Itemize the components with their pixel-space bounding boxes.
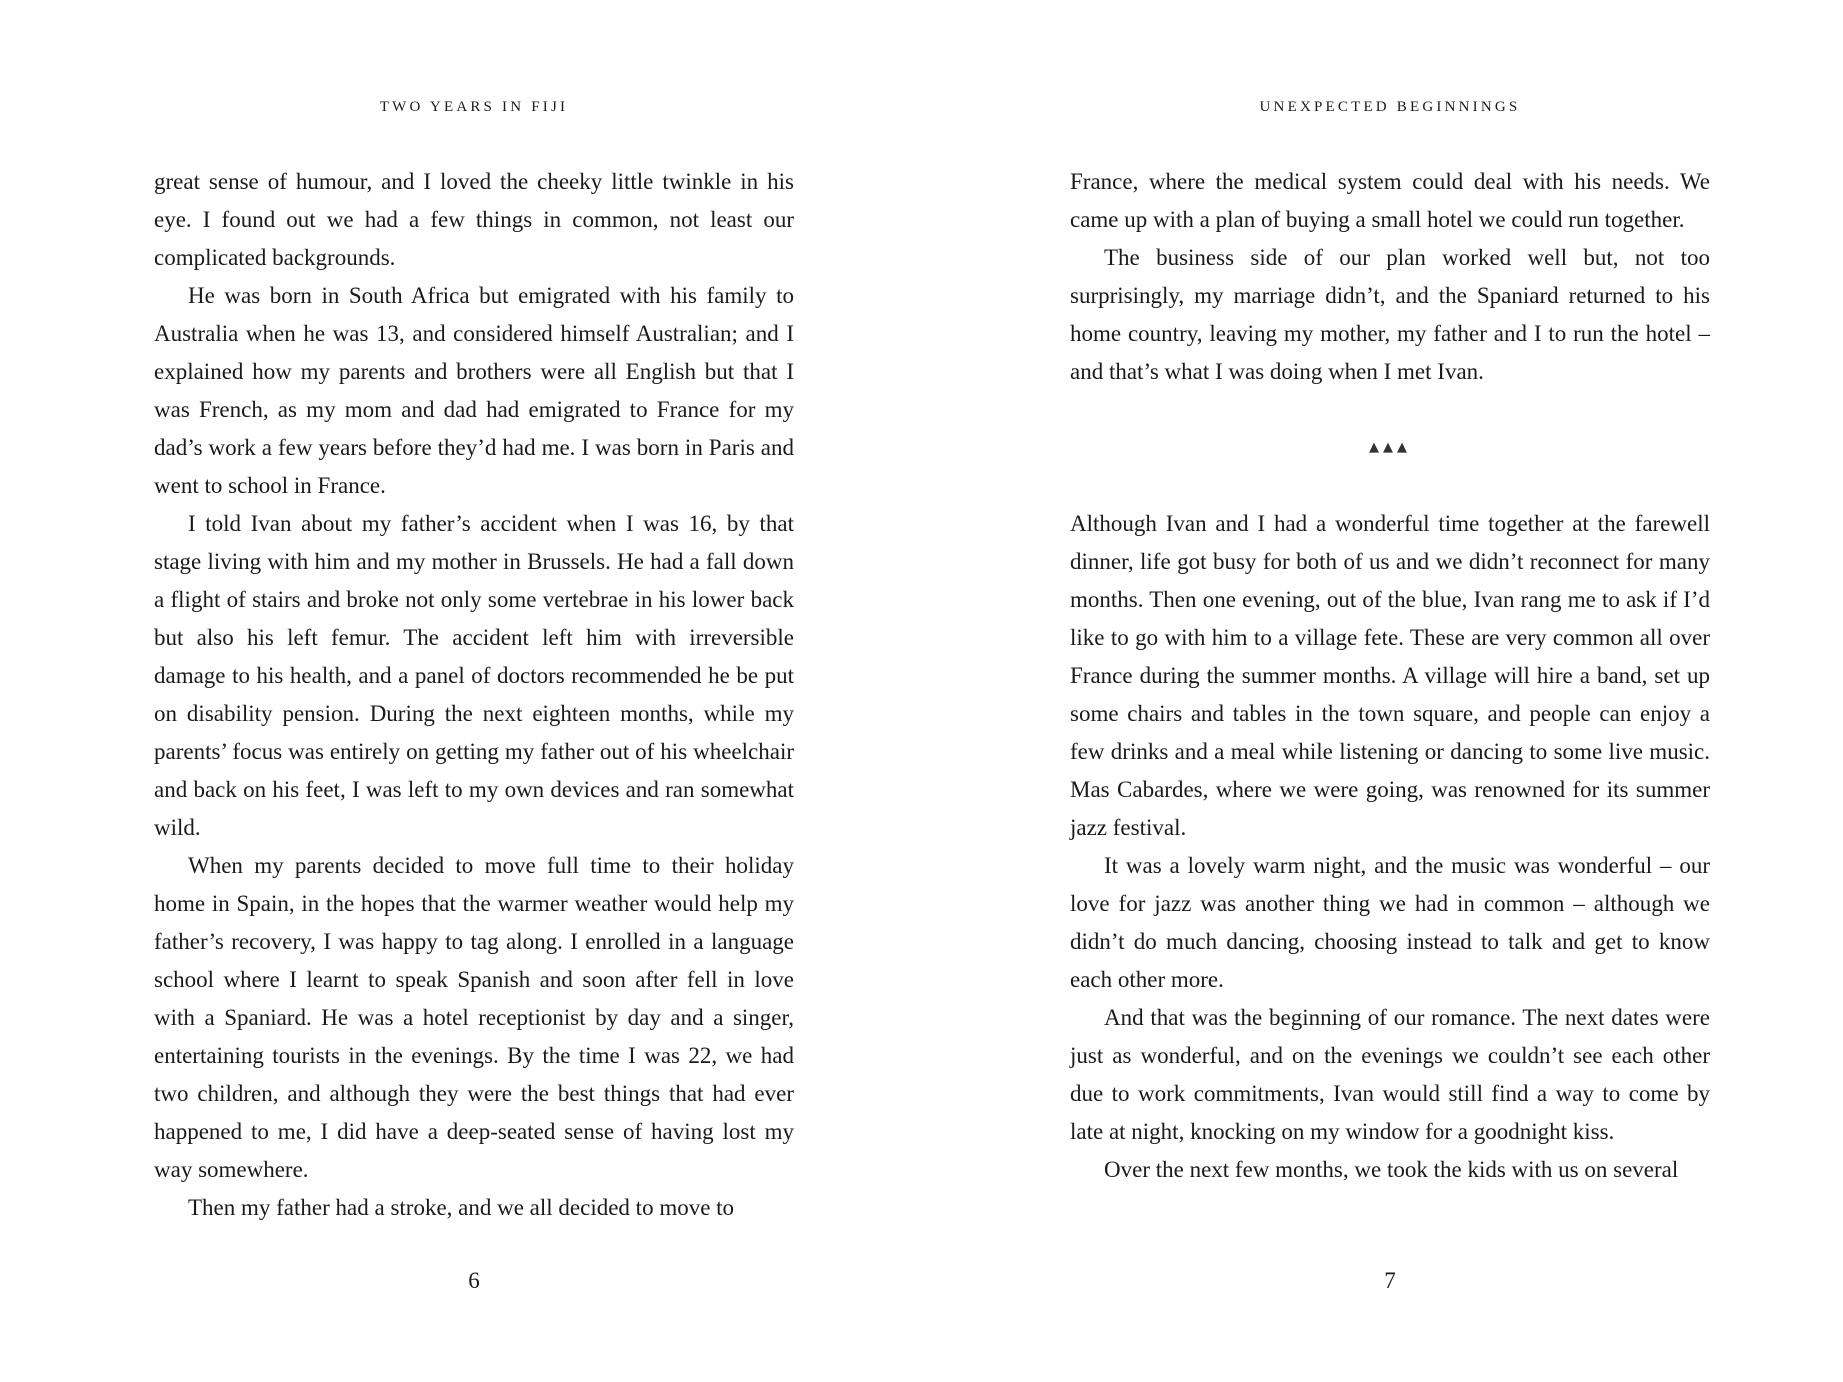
paragraph: Over the next few months, we took the kids with us on several	[1104, 1157, 1679, 1182]
paragraph: When my parents decided to move full time to their holiday home in Spain, in the hopes that the warmer weather would help my father’s recovery, I was happy to tag along. I enrolled in a language school where I learnt to speak Spanish and soon after fell in love with a Spaniard. He was a hotel receptionist by day and a singer, entertaining tourists in the evenings. By the time I was 22, we had two children, and although they were the best things that had ever happened to me, I did have a deep-seated sense of having lost my way somewhere.	[154, 853, 794, 1182]
paragraph: The business side of our plan worked well but, not too surprisingly, my marriage didn’t, and the Spaniard returned to his home country, leaving my mother, my father and I to run the hotel – and that’s what I was doing when I met Ivan.	[1070, 245, 1710, 384]
paragraph: I told Ivan about my father’s accident when I was 16, by that stage living with him and my mother in Brussels. He had a fall down a flight of stairs and broke not only some vertebrae in his lower back but also his left femur. The accident left him with irreversible damage to his health, and a panel of doctors recommended he be put on disability pension. During the next eighteen months, while my parents’ focus was entirely on getting my father out of his wheelchair and back on his feet, I was left to my own devices and ran somewhat wild.	[154, 511, 794, 840]
page-number: 6	[468, 1268, 480, 1293]
page-number: 7	[1384, 1268, 1396, 1293]
paragraph: Then my father had a stroke, and we all decided to move to	[188, 1195, 735, 1220]
left-page	[154, 0, 794, 1382]
section-break-ornament: ▲▲▲	[1369, 440, 1411, 455]
paragraph: It was a lovely warm night, and the music was wonderful – our love for jazz was another thing we had in common – although we didn’t do much dancing, choosing instead to talk and get to know each other more.	[1070, 853, 1710, 992]
body-text	[154, 163, 794, 1227]
paragraph: Although Ivan and I had a wonderful time together at the farewell dinner, life got busy for both of us and we didn’t reconnect for many months. Then one evening, out of the blue, Ivan rang me to ask if I’d like to go with him to a village fete. These are very common all over France during the summer months. A village will hire a band, set up some chairs and tables in the town square, and people can enjoy a few drinks and a meal while listening or dancing to some live music. Mas Cabardes, where we were going, was renowned for its summer jazz festival.	[1070, 511, 1710, 840]
running-head: TWO YEARS IN FIJI	[379, 99, 569, 115]
paragraph: great sense of humour, and I loved the cheeky little twinkle in his eye. I found out we had a few things in common, not least our complicated backgrounds.	[154, 169, 794, 270]
paragraph: He was born in South Africa but emigrated with his family to Australia when he was 13, and considered himself Australian; and I explained how my parents and brothers were all English but that I was French, as my mom and dad had emigrated to France for my dad’s work a few years before they’d had me. I was born in Paris and went to school in France.	[154, 283, 794, 498]
running-head: UNEXPECTED BEGINNINGS	[1259, 99, 1521, 115]
paragraph: France, where the medical system could deal with his needs. We came up with a plan of buying a small hotel we could run together.	[1070, 169, 1710, 232]
body-text	[1070, 505, 1710, 1189]
body-text	[1070, 163, 1710, 391]
paragraph: And that was the beginning of our romance. The next dates were just as wonderful, and on the evenings we couldn’t see each other due to work commitments, Ivan would still find a way to come by late at night, knocking on my window for a goodnight kiss.	[1070, 1005, 1710, 1144]
right-page	[1070, 0, 1710, 1382]
